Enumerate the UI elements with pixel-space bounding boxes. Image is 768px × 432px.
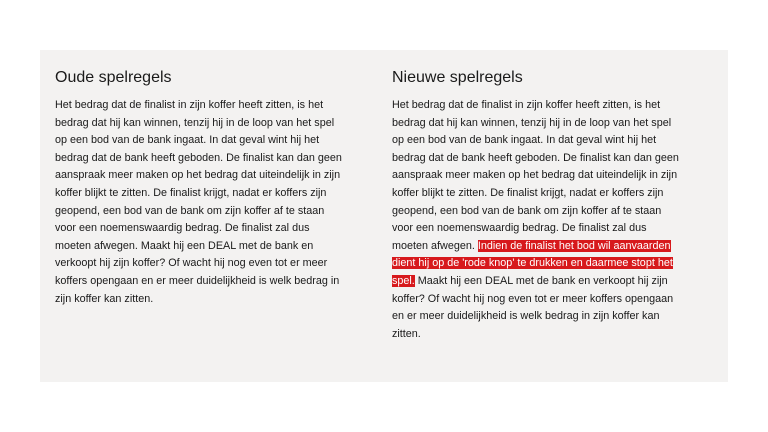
new-rules-title: Nieuwe spelregels <box>392 69 523 86</box>
old-rules-column <box>55 68 347 308</box>
new-rules-body-after: Maakt hij een DEAL met de bank en verkoopt hij zijn koffer? Of wacht hij nog even tot er meer koffers opengaan en er meer duidelijkheid is welk bedrag in zijn koffer kan zitten. <box>392 274 674 340</box>
new-rules-body-before: Het bedrag dat de finalist in zijn koffer heeft zitten, is het bedrag dat hij kan winnen, tenzij hij in de loop van het spel op een bod van de bank ingaat. In dat geval wint hij het bedrag dat de bank heeft geboden. De finalist kan dan geen aanspraak meer maken op het bedrag dat uiteindelijk in zijn koffer blijkt te zitten. De finalist krijgt, nadat er koffers zijn geopend, een bod van de bank om zijn koffer af te staan voor een noemenswaardig bedrag. De finalist zal dus moeten afwegen. <box>392 99 679 252</box>
new-rules-highlight: Indien de finalist het bod wil aanvaarden dient hij op de 'rode knop' te drukken en daarmee stopt het spel. <box>392 239 673 287</box>
new-rules-column <box>392 68 684 343</box>
old-rules-title: Oude spelregels <box>55 69 172 86</box>
new-rules-body <box>392 97 684 343</box>
old-rules-body: Het bedrag dat de finalist in zijn koffer heeft zitten, is het bedrag dat hij kan winnen, tenzij hij in de loop van het spel op een bod van de bank ingaat. In dat geval wint hij het bedrag dat de bank heeft geboden. De finalist kan dan geen aanspraak meer maken op het bedrag dat uiteindelijk in zijn koffer blijkt te zitten. De finalist krijgt, nadat er koffers zijn geopend, een bod van de bank om zijn koffer af te staan voor een noemenswaardig bedrag. De finalist zal dus moeten afwegen. Maakt hij een DEAL met de bank en verkoopt hij zijn koffer? Of wacht hij nog even tot er meer koffers opengaan en er meer duidelijkheid is welk bedrag in zijn koffer kan zitten. <box>55 99 342 305</box>
comparison-panel <box>40 50 728 382</box>
